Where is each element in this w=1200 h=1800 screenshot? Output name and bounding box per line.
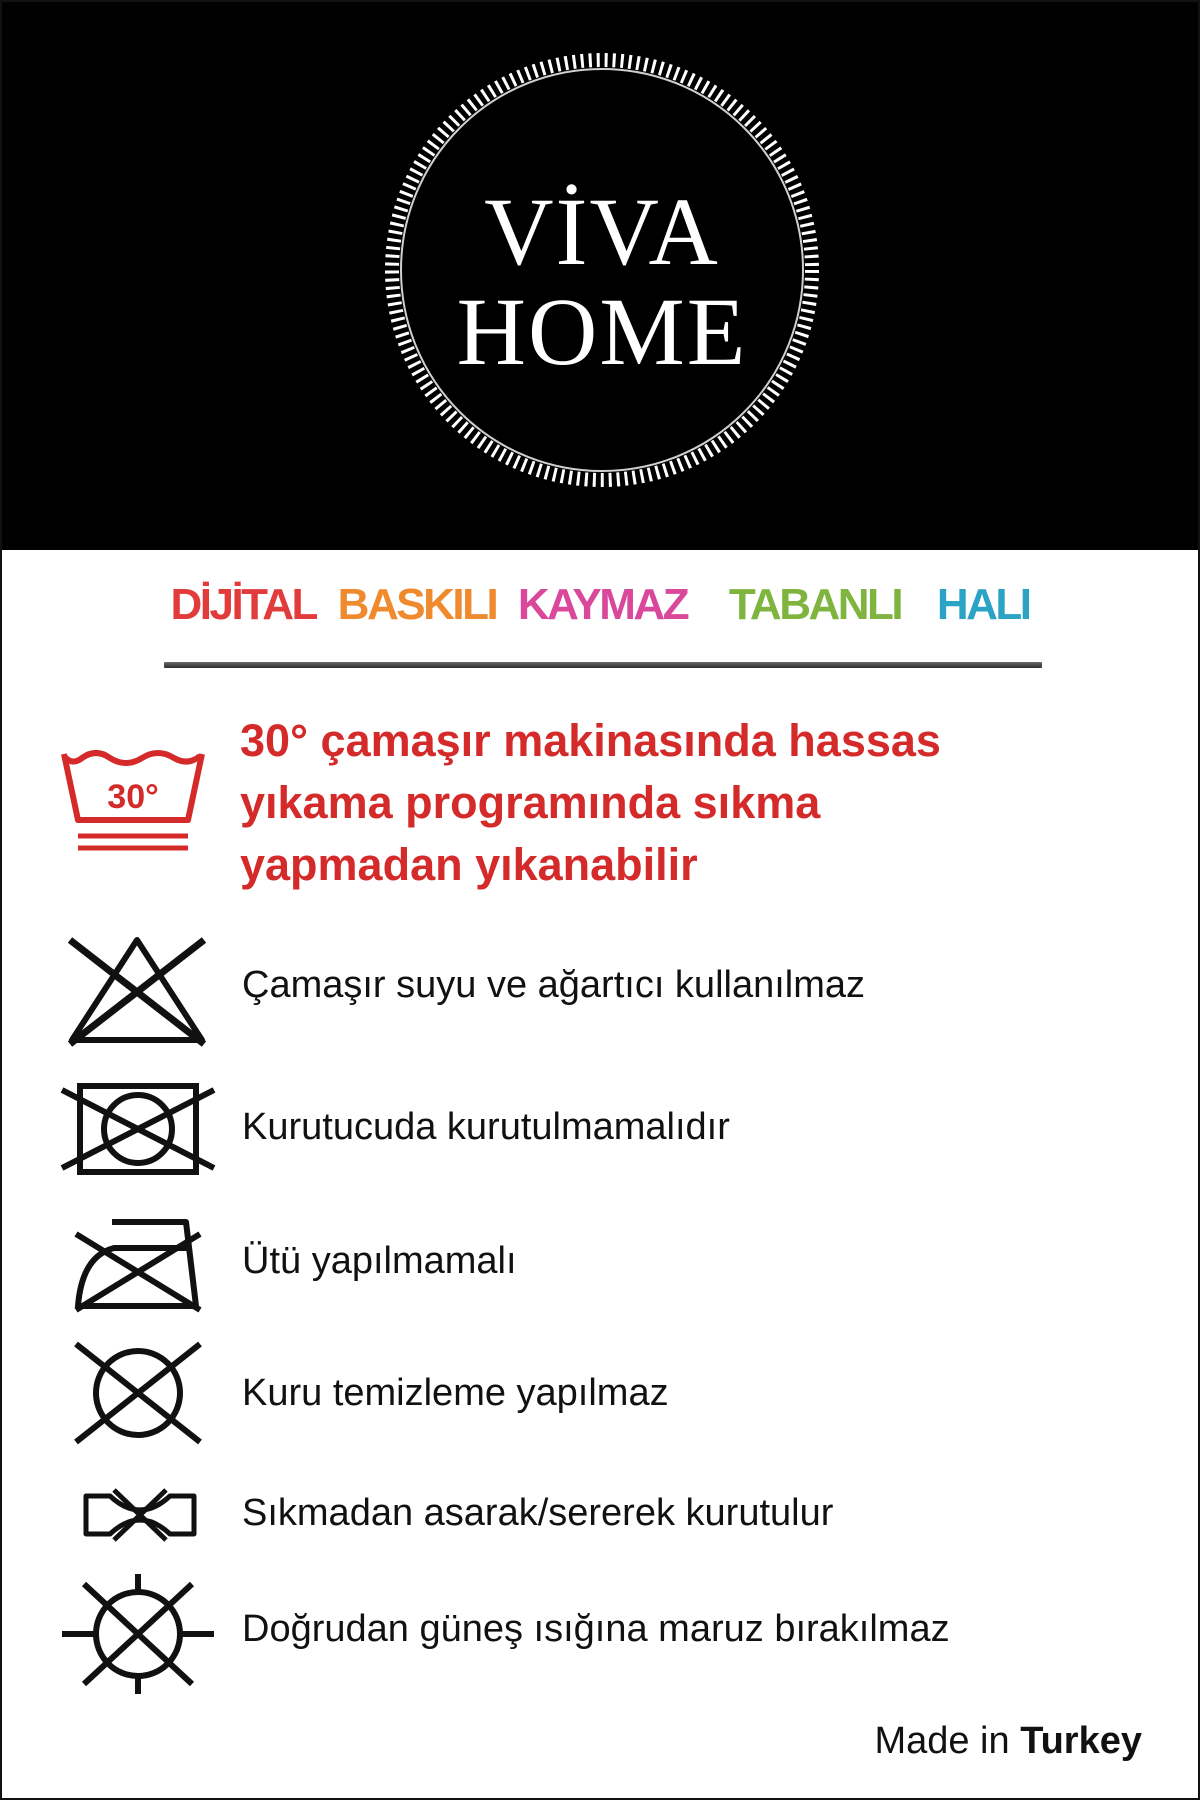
care-text-no-iron: Ütü yapılmamalı — [242, 1240, 517, 1282]
tagline-word-3: KAYMAZ — [517, 580, 688, 629]
logo-line-2: HOME — [456, 278, 748, 385]
no-bleach-icon — [62, 932, 212, 1050]
brand-header — [2, 2, 1198, 550]
no-iron-icon — [68, 1206, 208, 1316]
wash-30-gentle-icon — [58, 746, 208, 858]
made-in-text: Made in — [874, 1720, 1010, 1762]
tagline-word-1: DİJİTAL — [170, 580, 316, 629]
no-tumble-dry-icon — [58, 1080, 218, 1178]
tagline-divider — [164, 662, 1042, 668]
care-text-no-dry-clean: Kuru temizleme yapılmaz — [242, 1372, 669, 1414]
brand-logo — [2, 2, 1198, 550]
wash-temperature: 30° — [107, 778, 159, 816]
care-text-no-direct-sun: Doğrudan güneş ısığına maruz bırakılmaz — [242, 1608, 950, 1650]
logo-line-1: VİVA — [484, 178, 720, 285]
country-text: Turkey — [1020, 1720, 1142, 1762]
wash-line-2: yıkama programında sıkma — [240, 777, 821, 828]
care-text-no-wring: Sıkmadan asarak/sererek kurutulur — [242, 1492, 834, 1534]
no-wring-icon — [80, 1484, 200, 1544]
no-direct-sun-icon — [58, 1572, 218, 1696]
tagline-word-4: TABANLI — [728, 580, 902, 629]
wash-instruction — [240, 710, 1140, 896]
care-text-no-tumble-dry: Kurutucuda kurutulmamalıdır — [242, 1106, 730, 1148]
origin-label — [874, 1720, 1142, 1763]
no-dry-clean-icon — [70, 1338, 206, 1448]
wash-line-1: 30° çamaşır makinasında hassas — [240, 715, 941, 766]
wash-line-3: yapmadan yıkanabilir — [240, 839, 698, 890]
care-text-no-bleach: Çamaşır suyu ve ağartıcı kullanılmaz — [242, 964, 866, 1006]
product-tagline — [2, 580, 1198, 630]
tagline-word-5: HALI — [936, 580, 1030, 629]
tagline-word-2: BASKILI — [337, 580, 497, 629]
